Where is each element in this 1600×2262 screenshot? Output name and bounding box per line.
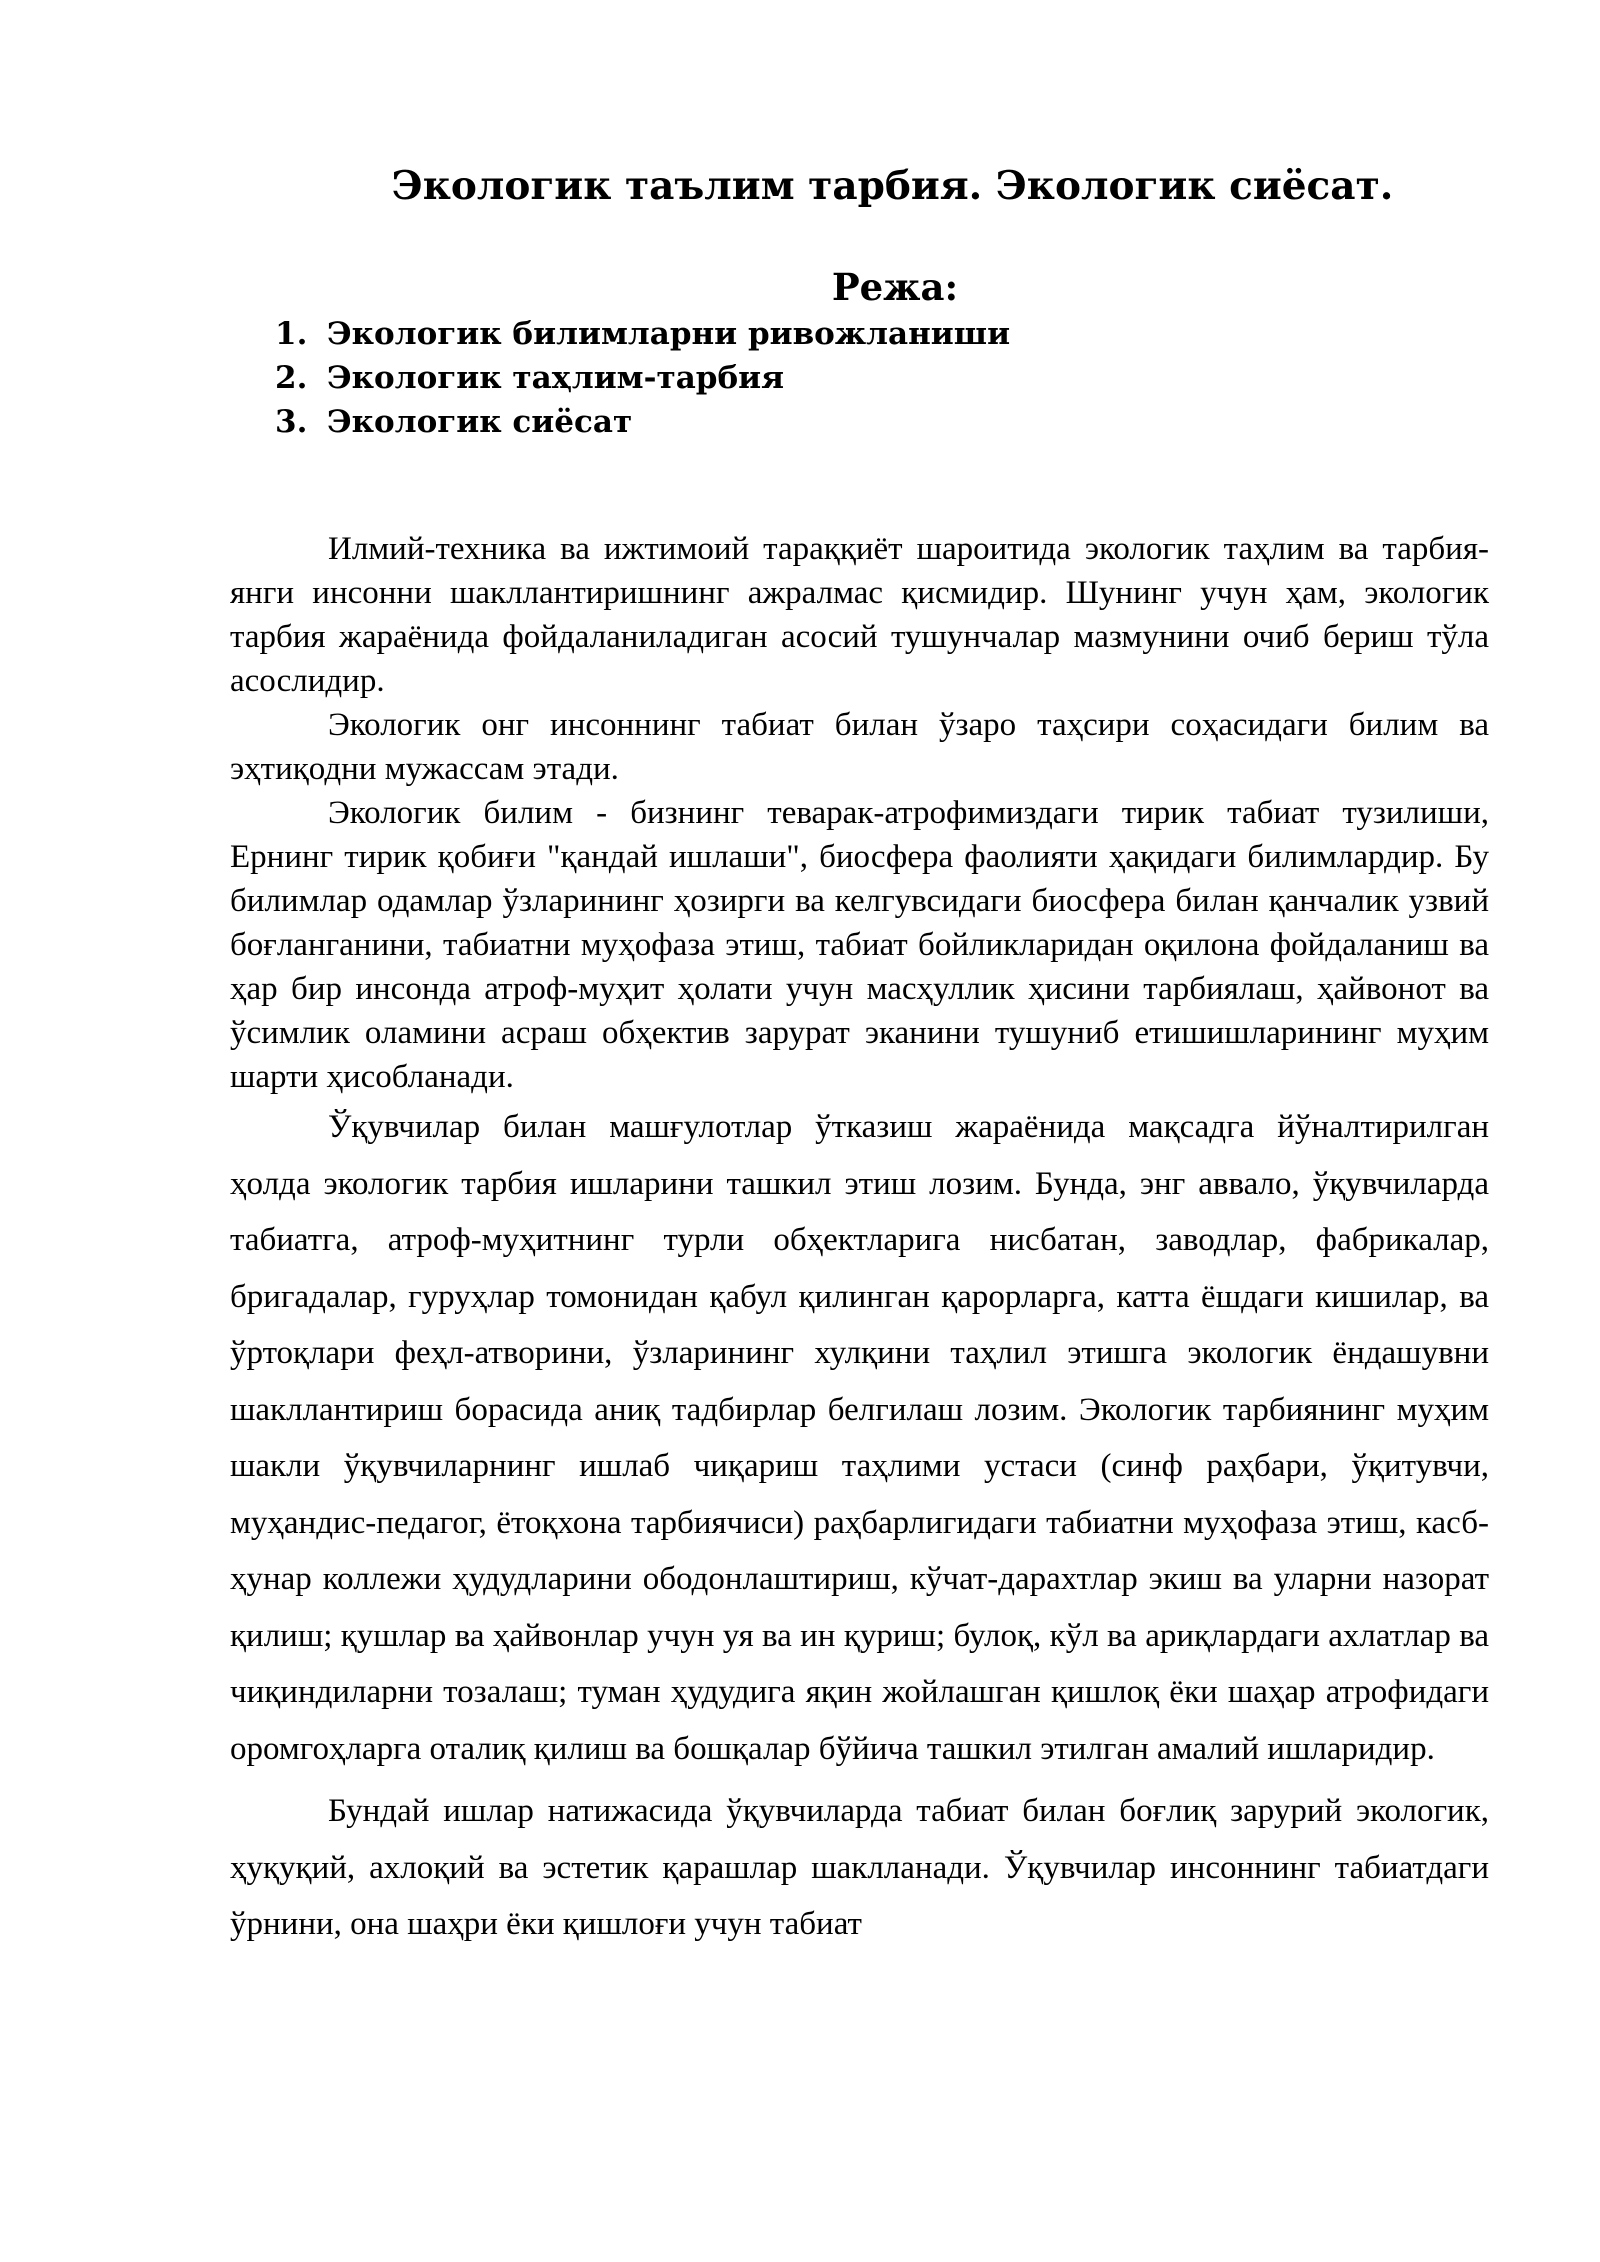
body-text: [230, 527, 1489, 1953]
paragraph: Экологик онг инсоннинг табиат билан ўзаро таҳсири соҳасидаги билим ва эҳтиқодни мужассам этади.: [230, 707, 1489, 787]
plan-item-text: Экологик сиёсат: [327, 404, 633, 440]
document-title: Экологик таълим тарбия. Экологик сиёсат.: [391, 163, 1394, 209]
paragraph: Илмий-техника ва ижтимоий тараққиёт шароитида экологик таҳлим ва тарбия-янги инсонни шакллантиришнинг ажралмас қисмидир. Шунинг учун ҳам, экологик тарбия жараёнида фойдаланиладиган асосий тушунчалар мазмунини очиб бериш тўла асослидир.: [230, 531, 1489, 699]
plan-heading: Режа:: [831, 265, 959, 309]
plan-item: [275, 356, 1010, 400]
plan-item-number: 2.: [275, 360, 308, 396]
plan-item-text: Экологик тaҳлим-тарбия: [327, 360, 785, 396]
plan-item-number: 3.: [275, 404, 308, 440]
plan-item: [275, 400, 1010, 444]
plan-item-text: Экологик билимларни ривожланиши: [327, 316, 1011, 352]
plan-item: [275, 312, 1010, 356]
paragraph: Бундай ишлар натижасида ўқувчиларда табиат билан боғлиқ зарурий экологик, ҳуқуқий, ахлоқий ва эстетик қарашлар шаклланади. Ўқувчилар инсоннинг табиатдаги ўрнини, она шаҳри ёки қишлоғи учун табиат: [230, 1793, 1489, 1942]
paragraph: Экологик билим - бизнинг теварак-атрофимиздаги тирик табиат тузилиши, Ернинг тирик қобиғи "қандай ишлаши", биосфера фаолияти ҳақидаги билимлардир. Бу билимлар одамлар ўзларининг ҳозирги ва келгувсидаги биосфера билан қанчалик узвий боғланганини, табиатни муҳофаза этиш, табиат бойликларидан оқилона фойдаланиш ва ҳар бир инсонда атроф-муҳит ҳолати учун масҳуллик ҳисини тарбиялаш, ҳайвонот ва ўсимлик оламини асраш обҳектив зарурат эканини тушуниб етишишларининг муҳим шарти ҳисобланади.: [230, 795, 1489, 1095]
plan-item-number: 1.: [275, 316, 308, 352]
plan-list: [275, 312, 1010, 444]
paragraph: Ўқувчилар билан машғулотлар ўтказиш жараёнида мақсадга йўналтирилган ҳолда экологик тарбия ишларини ташкил этиш лозим. Бунда, энг аввало, ўқувчиларда табиатга, атроф-муҳитнинг турли обҳектларига нисбатан, заводлар, фабрикалар, бригадалар, гуруҳлар томонидан қабул қилинган қарорларга, катта ёшдаги кишилар, ва ўртоқлари феҳл-атворини, ўзларининг хулқини таҳлил этишга экологик ёндашувни шакллантириш борасида аниқ тадбирлар белгилаш лозим. Экологик тарбиянинг муҳим шакли ўқувчиларнинг ишлаб чиқариш таҳлими устаси (синф раҳбари, ўқитувчи, муҳандис-педагог, ётоқхона тарбиячиси) раҳбарлигидаги табиатни муҳофаза этиш, касб-ҳунар коллежи ҳудудларини ободонлаштириш, кўчат-дарахтлар экиш ва уларни назорат қилиш; қушлар ва ҳайвонлар учун уя ва ин қуриш; булоқ, кўл ва ариқлардаги ахлатлар ва чиқиндиларни тозалаш; туман ҳудудига яқин жойлашган қишлоқ ёки шаҳар атрофидаги оромгоҳларга оталиқ қилиш ва бошқалар бўйича ташкил этилган амалий ишларидир.: [230, 1109, 1489, 1767]
